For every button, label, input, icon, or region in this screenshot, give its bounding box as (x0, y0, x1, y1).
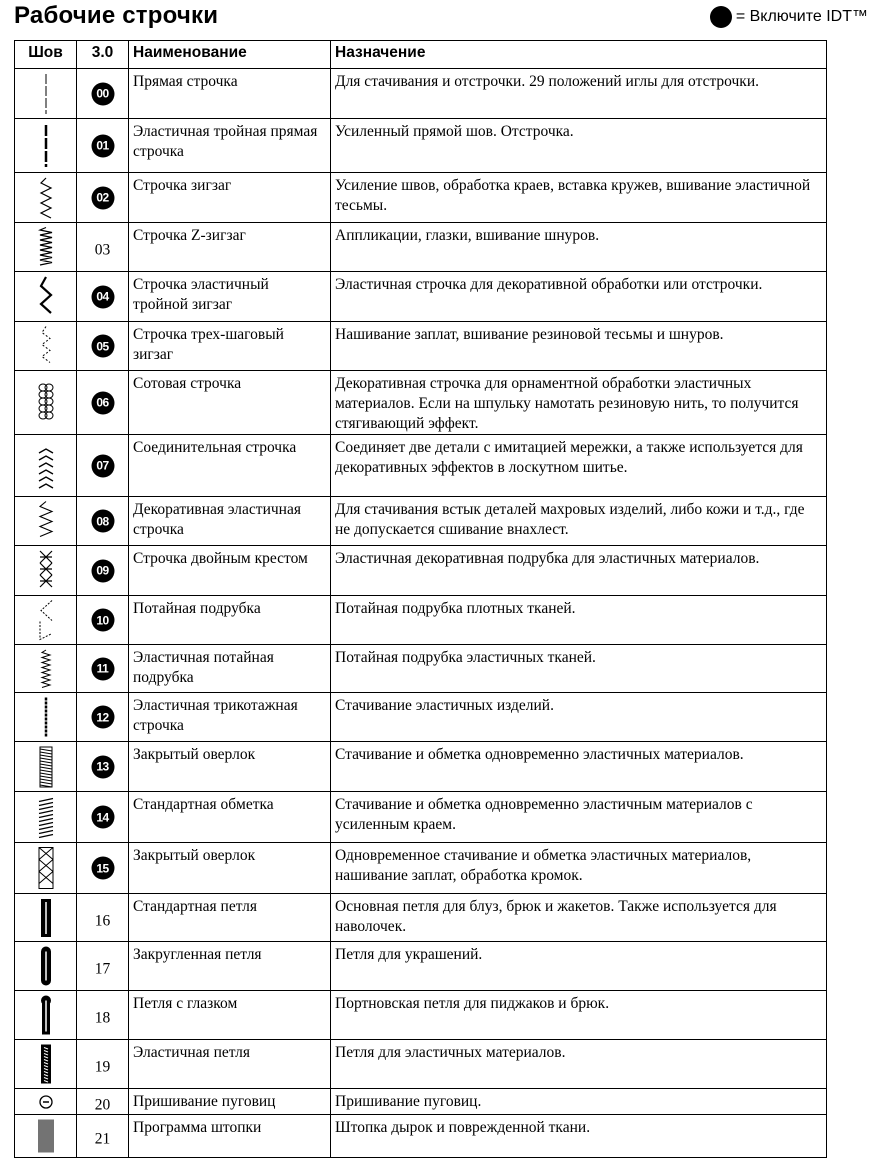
joining-stitch-icon (35, 443, 57, 489)
stitch-number-cell (77, 693, 129, 742)
stitch-number-cell (77, 223, 129, 272)
table-row (15, 1040, 827, 1089)
header-purpose: Назначение (331, 41, 827, 69)
stitch-number: 16 (94, 912, 111, 930)
stitch-purpose: Для стачивания встык деталей махровых изделий, либо кожи и т.д., где не допускается сшивание внахлест. (331, 497, 827, 546)
stitch-purpose: Одновременное стачивание и обметка эластичных материалов, нашивание заплат, обработка кромок. (331, 843, 827, 894)
stitch-cell (15, 173, 77, 223)
button-sew-on-icon (35, 1092, 57, 1112)
stitch-purpose: Потайная подрубка эластичных тканей. (331, 645, 827, 693)
stitch-number-cell (77, 371, 129, 435)
table-row (15, 1115, 827, 1158)
stitch-number-badge: 09 (91, 559, 114, 582)
stitch-number: 03 (94, 241, 111, 259)
stitch-number-cell (77, 272, 129, 322)
stitch-name: Эластичная трикотажная строчка (129, 693, 331, 742)
stitch-name: Закрытый оверлок (129, 742, 331, 792)
stitch-purpose: Декоративная строчка для орнаментной обработки эластичных материалов. Если на шпульку намотать резиновую нить, то получится стягивающий эффект. (331, 371, 827, 435)
stitch-name: Потайная подрубка (129, 596, 331, 645)
rounded-buttonhole-icon (35, 945, 57, 988)
stitch-number-badge: 15 (91, 857, 114, 880)
table-row (15, 894, 827, 942)
stitch-purpose: Нашивание заплат, вшивание резиновой тесьмы и шнуров. (331, 322, 827, 371)
stitch-number-cell (77, 497, 129, 546)
table-row (15, 322, 827, 371)
stitch-cell (15, 1089, 77, 1115)
stitch-number-cell (77, 645, 129, 693)
stitch-name: Эластичная тройная прямая строчка (129, 119, 331, 173)
stitch-cell (15, 1040, 77, 1089)
keyhole-buttonhole-icon (35, 994, 57, 1037)
decorative-elastic-stitch-icon (35, 500, 57, 543)
table-row (15, 1089, 827, 1115)
stitch-purpose: Стачивание и обметка одновременно эластичным материалов с усиленным краем. (331, 792, 827, 843)
stitch-name: Пришивание пуговиц (129, 1089, 331, 1115)
stitch-purpose: Стачивание и обметка одновременно эластичных материалов. (331, 742, 827, 792)
stitch-cell (15, 645, 77, 693)
three-step-zigzag-stitch-icon (35, 325, 57, 368)
table-row (15, 435, 827, 497)
stitch-number-cell (77, 119, 129, 173)
stitch-purpose: Потайная подрубка плотных тканей. (331, 596, 827, 645)
stitch-cell (15, 1115, 77, 1158)
stitch-cell (15, 843, 77, 894)
header-name: Наименование (129, 41, 331, 69)
closed-overlock-stitch-icon (35, 745, 57, 789)
double-cross-stitch-icon (35, 549, 57, 593)
stitch-cell (15, 546, 77, 596)
stitch-number-cell (77, 742, 129, 792)
stitch-number-cell (77, 322, 129, 371)
stitch-name: Стандартная петля (129, 894, 331, 942)
stitch-name: Строчка зигзаг (129, 173, 331, 223)
stitch-name: Сотовая строчка (129, 371, 331, 435)
stitch-number: 19 (94, 1058, 111, 1076)
stitch-number-badge: 07 (91, 454, 114, 477)
straight-stitch-icon (35, 72, 57, 116)
table-row (15, 546, 827, 596)
stitch-cell (15, 942, 77, 991)
stitch-purpose: Пришивание пуговиц. (331, 1089, 827, 1115)
elastic-knit-stitch-icon (35, 696, 57, 739)
standard-overcast-stitch-icon (35, 795, 57, 840)
stitch-name: Программа штопки (129, 1115, 331, 1158)
stitch-cell (15, 991, 77, 1040)
stitch-purpose: Петля для украшений. (331, 942, 827, 991)
stitch-number-badge: 11 (91, 657, 114, 680)
stitch-name: Петля с глазком (129, 991, 331, 1040)
stitch-cell (15, 693, 77, 742)
closed-overlock-cross-stitch-icon (35, 846, 57, 891)
stitch-purpose: Стачивание эластичных изделий. (331, 693, 827, 742)
zigzag-stitch-icon (35, 176, 57, 220)
stitch-number-cell (77, 942, 129, 991)
stitch-table (14, 40, 827, 1158)
stitch-name: Соединительная строчка (129, 435, 331, 497)
honeycomb-stitch-icon (35, 381, 57, 424)
triple-zigzag-stitch-icon (35, 275, 57, 319)
triple-straight-stitch-icon (35, 123, 57, 169)
stitch-name: Строчка эластичный тройной зигзаг (129, 272, 331, 322)
stitch-number-badge: 02 (91, 186, 114, 209)
header-number: 3.0 (77, 41, 129, 69)
page-title: Рабочие строчки (14, 2, 219, 29)
table-row (15, 843, 827, 894)
stitch-number-badge: 13 (91, 755, 114, 778)
stitch-number-badge: 04 (91, 285, 114, 308)
stitch-number-cell (77, 546, 129, 596)
stitch-name: Строчка двойным крестом (129, 546, 331, 596)
stitch-cell (15, 596, 77, 645)
stitch-name: Стандартная обметка (129, 792, 331, 843)
stitch-cell (15, 69, 77, 119)
stitch-purpose: Эластичная декоративная подрубка для эластичных материалов. (331, 546, 827, 596)
stitch-number-cell (77, 596, 129, 645)
z-zigzag-stitch-icon (35, 226, 57, 269)
stitch-cell (15, 322, 77, 371)
stitch-cell (15, 223, 77, 272)
table-row (15, 69, 827, 119)
stitch-number-badge: 06 (91, 391, 114, 414)
stitch-purpose: Штопка дырок и поврежденной ткани. (331, 1115, 827, 1158)
stitch-number-cell (77, 792, 129, 843)
idt-legend (710, 6, 868, 28)
stitch-number-cell (77, 894, 129, 942)
stitch-name: Закругленная петля (129, 942, 331, 991)
table-header-row (15, 41, 827, 69)
standard-buttonhole-icon (35, 897, 57, 939)
stitch-name: Строчка трех-шаговый зигзаг (129, 322, 331, 371)
stitch-number-badge: 00 (91, 82, 114, 105)
idt-legend-text: = Включите IDT™ (735, 8, 868, 25)
table-row (15, 173, 827, 223)
stitch-name: Эластичная петля (129, 1040, 331, 1089)
table-row (15, 119, 827, 173)
stitch-cell (15, 742, 77, 792)
elastic-buttonhole-icon (35, 1043, 57, 1086)
stitch-cell (15, 272, 77, 322)
stitch-name: Эластичная потайная подрубка (129, 645, 331, 693)
stitch-number-badge: 08 (91, 510, 114, 533)
stitch-number-cell (77, 1089, 129, 1115)
table-body (15, 69, 827, 1158)
stitch-number-badge: 12 (91, 706, 114, 729)
blind-hem-stitch-icon (35, 599, 57, 642)
table-row (15, 942, 827, 991)
stitch-number-cell (77, 991, 129, 1040)
elastic-blind-hem-stitch-icon (35, 648, 57, 690)
stitch-purpose: Портновская петля для пиджаков и брюк. (331, 991, 827, 1040)
stitch-cell (15, 119, 77, 173)
stitch-purpose: Основная петля для блуз, брюк и жакетов. Также используется для наволочек. (331, 894, 827, 942)
table-row (15, 272, 827, 322)
stitch-name: Декоративная эластичная строчка (129, 497, 331, 546)
stitch-cell (15, 435, 77, 497)
stitch-number: 18 (94, 1009, 111, 1027)
stitch-purpose: Аппликации, глазки, вшивание шнуров. (331, 223, 827, 272)
stitch-number-cell (77, 843, 129, 894)
table-row (15, 693, 827, 742)
stitch-number-badge: 05 (91, 335, 114, 358)
stitch-purpose: Соединяет две детали с имитацией мережки, а также используется для декоративных эффектов в лоскутном шитье. (331, 435, 827, 497)
stitch-number-cell (77, 173, 129, 223)
stitch-number: 20 (94, 1096, 111, 1114)
stitch-cell (15, 497, 77, 546)
idt-dot-icon (710, 6, 732, 28)
darning-program-icon (35, 1118, 57, 1155)
stitch-number-cell (77, 435, 129, 497)
stitch-number-cell (77, 69, 129, 119)
stitch-name: Прямая строчка (129, 69, 331, 119)
stitch-cell (15, 894, 77, 942)
stitch-number-badge: 14 (91, 806, 114, 829)
stitch-number: 17 (94, 960, 111, 978)
header-stitch: Шов (15, 41, 77, 69)
stitch-purpose: Усиление швов, обработка краев, вставка кружев, вшивание эластичной тесьмы. (331, 173, 827, 223)
table-row (15, 742, 827, 792)
table-row (15, 223, 827, 272)
table-row (15, 991, 827, 1040)
stitch-name: Строчка Z-зигзаг (129, 223, 331, 272)
table-row (15, 371, 827, 435)
stitch-number: 21 (94, 1130, 111, 1148)
stitch-number-cell (77, 1040, 129, 1089)
stitch-purpose: Эластичная строчка для декоративной обработки или отстрочки. (331, 272, 827, 322)
stitch-number-badge: 01 (91, 134, 114, 157)
table-row (15, 645, 827, 693)
table-row (15, 792, 827, 843)
stitch-purpose: Усиленный прямой шов. Отстрочка. (331, 119, 827, 173)
stitch-purpose: Петля для эластичных материалов. (331, 1040, 827, 1089)
stitch-number-badge: 10 (91, 609, 114, 632)
stitch-cell (15, 792, 77, 843)
table-row (15, 497, 827, 546)
stitch-cell (15, 371, 77, 435)
stitch-name: Закрытый оверлок (129, 843, 331, 894)
stitch-number-cell (77, 1115, 129, 1158)
table-row (15, 596, 827, 645)
stitch-purpose: Для стачивания и отстрочки. 29 положений иглы для отстрочки. (331, 69, 827, 119)
